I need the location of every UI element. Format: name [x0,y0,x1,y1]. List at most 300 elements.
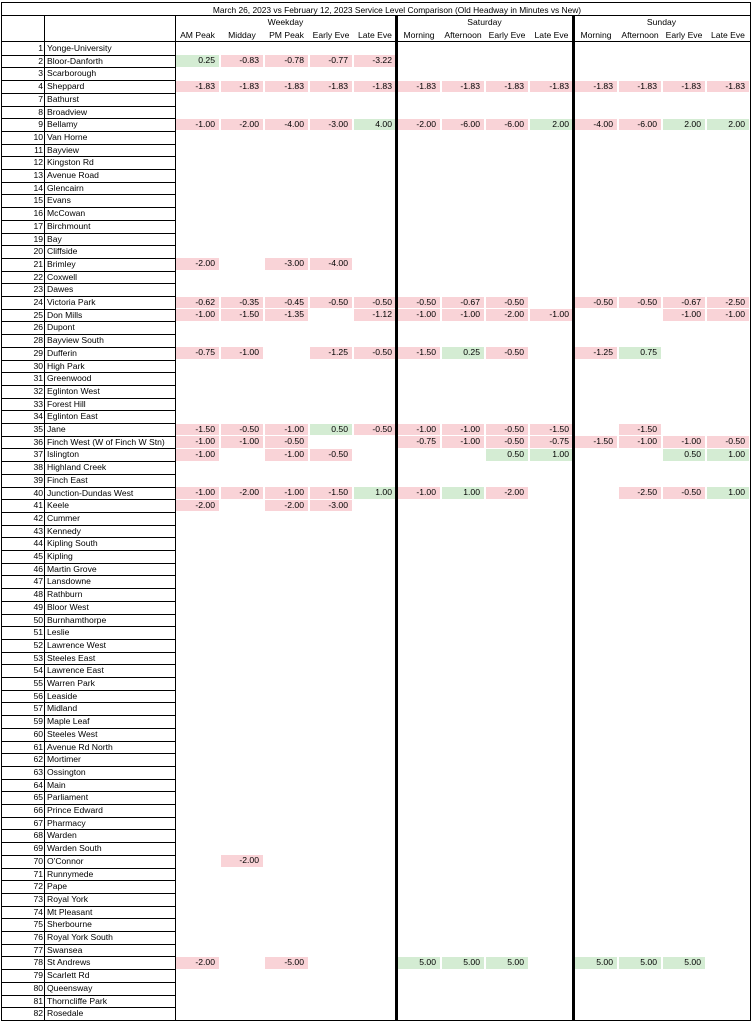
gridline [1,614,175,615]
gridline [1,347,175,348]
increase-cell: 5.00 [442,957,484,969]
decrease-cell: -0.50 [398,297,440,309]
decrease-cell: -1.83 [354,81,396,93]
decrease-cell: -3.22 [354,55,396,67]
increase-cell: 1.00 [442,487,484,499]
route-name: Evans [47,195,71,206]
route-name: Avenue Road [47,170,99,180]
decrease-cell: -1.00 [265,424,308,436]
decrease-cell: -5.00 [265,957,308,969]
gridline [1,118,175,119]
gridline [1,829,175,830]
route-name: Maple Leaf [47,716,90,727]
route-number: 46 [33,563,43,574]
gridline [1,753,175,754]
gridline [1,334,175,335]
route-name: Leslie [47,627,70,638]
decrease-cell: -1.00 [265,487,308,499]
gridline [1,931,175,932]
route-name: Keele [47,500,69,511]
route-number: 41 [33,500,43,511]
route-number: 78 [33,957,43,968]
gridline [1,677,175,678]
route-name: Lawrence East [47,665,104,676]
increase-cell: 0.25 [176,55,219,67]
gridline [1,868,175,869]
route-name: Mt Pleasant [47,906,93,917]
gridline [1,296,175,297]
gridline [1,258,175,259]
route-name: Steeles East [47,652,96,663]
route-name: Scarlett Rd [47,970,90,981]
gridline [1,1007,175,1008]
route-name: Mortimer [47,754,81,765]
decrease-cell: -6.00 [486,119,528,131]
group-divider [572,15,575,1020]
increase-cell: 5.00 [663,957,705,969]
route-number: 62 [33,754,43,765]
route-number: 24 [33,297,43,307]
gridline [1,639,175,640]
route-number: 67 [33,817,43,828]
route-name: Kipling [47,551,73,561]
route-number: 55 [33,678,43,688]
decrease-cell: -4.00 [575,119,617,131]
gridline [1,537,175,538]
route-number: 10 [33,131,43,142]
gridline [1,817,175,818]
route-number: 1 [38,43,43,53]
route-name: Bay [47,233,62,244]
decrease-cell: -2.00 [398,119,440,131]
gridline [1,982,175,983]
route-number: 11 [34,144,43,155]
route-name: Royal York South [47,932,113,942]
gridline [1,423,175,424]
gridline [1,410,175,411]
decrease-cell: -2.00 [221,855,263,867]
decrease-cell: -0.83 [221,55,263,67]
column-header: Morning [403,30,435,40]
gridline [1,156,175,157]
gridline [1,956,175,957]
route-number: 69 [33,843,43,854]
route-name: Bellamy [47,119,78,130]
increase-cell: 0.75 [619,347,661,359]
route-name: Lansdowne [47,576,91,587]
increase-cell: 1.00 [707,449,749,461]
route-number: 47 [33,576,43,587]
decrease-cell: -1.83 [530,81,573,93]
gridline [1,588,175,589]
decrease-cell: -2.00 [221,119,263,131]
gridline [1,690,175,691]
route-name: Cliffside [47,246,78,257]
decrease-cell: -1.00 [663,309,705,321]
decrease-cell: -1.00 [221,347,263,359]
increase-cell: 1.00 [707,487,749,499]
gridline [1,715,175,716]
route-name: Bathurst [47,93,80,104]
route-number: 51 [33,627,43,638]
decrease-cell: -0.50 [663,487,705,499]
gridline [1,80,175,81]
gridline [1,995,175,996]
gridline [1,461,175,462]
route-number: 14 [33,182,43,193]
route-number: 77 [33,944,43,955]
route-number: 31 [33,373,43,384]
decrease-cell: -1.83 [176,81,219,93]
gridline [1,207,175,208]
gridline [1,436,175,437]
gridline [1,652,175,653]
gridline [1,169,175,170]
gridline [1,106,175,107]
column-header: AM Peak [180,30,215,40]
gridline [1,626,175,627]
route-number: 53 [33,652,43,663]
gridline [1,283,175,284]
decrease-cell: -1.00 [176,449,219,461]
gridline [1,360,175,361]
route-number: 34 [33,411,43,422]
route-number: 54 [33,665,43,676]
gridline [1,944,175,945]
column-header: Late Eve [711,30,745,40]
decrease-cell: -1.35 [265,309,308,321]
gridline [1,182,175,183]
decrease-cell: -1.50 [575,436,617,448]
decrease-cell: -1.83 [619,81,661,93]
decrease-cell: -0.50 [354,297,396,309]
decrease-cell: -1.25 [575,347,617,359]
decrease-cell: -1.00 [265,449,308,461]
decrease-cell: -0.50 [310,449,352,461]
route-number: 75 [33,919,43,930]
route-name: Ossington [47,766,86,777]
group-divider [395,15,398,1020]
group-header-sunday: Sunday [646,17,677,27]
route-number: 40 [33,487,43,498]
route-name: Rathburn [47,589,83,600]
route-name: Highland Creek [47,462,107,473]
table-border [1,2,751,3]
decrease-cell: -2.00 [221,487,263,499]
gridline [1,728,175,729]
decrease-cell: -1.00 [176,309,219,321]
route-name: Royal York [47,893,89,904]
column-header: Morning [580,30,612,40]
route-number: 29 [33,347,43,358]
gridline [1,791,175,792]
gridline [1,474,175,475]
route-name: Sherbourne [47,919,92,930]
decrease-cell: -0.50 [486,436,528,448]
decrease-cell: -0.50 [354,347,396,359]
gridline [1,969,175,970]
route-number: 37 [33,449,43,460]
route-number: 74 [33,906,43,917]
increase-cell: 5.00 [398,957,440,969]
route-name: Victoria Park [47,297,96,307]
route-number: 57 [33,703,43,714]
route-number: 30 [33,360,43,371]
route-number: 44 [33,538,43,549]
route-name: Van Horne [47,131,88,142]
increase-cell: 0.50 [486,449,528,461]
decrease-cell: -1.50 [310,487,352,499]
route-number: 36 [33,436,43,447]
decrease-cell: -0.78 [265,55,308,67]
decrease-cell: -1.83 [575,81,617,93]
decrease-cell: -1.00 [707,309,749,321]
route-number: 17 [33,220,43,231]
route-name: Bayview [47,144,79,155]
gridline [1,842,175,843]
route-name: Thorncliffe Park [47,995,108,1006]
route-number: 61 [33,741,43,752]
route-name: Birchmount [47,220,91,231]
decrease-cell: -0.50 [619,297,661,309]
decrease-cell: -1.00 [398,487,440,499]
gridline [1,512,175,513]
route-name: Glencairn [47,182,84,193]
decrease-cell: -3.00 [310,119,352,131]
route-number: 45 [33,551,43,561]
route-number: 20 [33,246,43,257]
route-number: 26 [33,322,43,333]
decrease-cell: -1.83 [265,81,308,93]
decrease-cell: -6.00 [619,119,661,131]
table-border [1,1020,751,1021]
decrease-cell: -1.50 [221,309,263,321]
increase-cell: 5.00 [486,957,528,969]
decrease-cell: -0.50 [354,424,396,436]
gridline [1,779,175,780]
route-number: 19 [33,233,43,244]
gridline [1,550,175,551]
column-header: PM Peak [269,30,304,40]
route-number: 23 [33,284,43,295]
increase-cell: 1.00 [354,487,396,499]
route-number: 9 [38,119,43,130]
route-name: Dawes [47,284,74,295]
group-header-saturday: Saturday [467,17,502,27]
decrease-cell: -2.00 [265,500,308,512]
decrease-cell: -0.35 [221,297,263,309]
column-header: Early Eve [488,30,526,40]
route-name: Prince Edward [47,805,103,815]
route-name: Parliament [47,792,89,803]
decrease-cell: -1.00 [176,436,219,448]
route-name: Kipling South [47,538,98,549]
decrease-cell: -1.83 [221,81,263,93]
gridline [1,918,175,919]
route-number: 66 [33,805,43,815]
decrease-cell: -2.00 [176,258,219,270]
route-number: 48 [33,589,43,600]
route-name: Pape [47,881,68,892]
decrease-cell: -0.75 [398,436,440,448]
increase-cell: 5.00 [619,957,661,969]
decrease-cell: -0.50 [265,436,308,448]
route-name: Finch West (W of Finch W Stn) [47,436,165,447]
route-name: Broadview [47,106,88,117]
gridline [1,41,751,42]
route-number: 79 [33,970,43,981]
decrease-cell: -1.00 [398,309,440,321]
decrease-cell: -0.50 [486,297,528,309]
gridline [1,194,175,195]
decrease-cell: -1.00 [442,309,484,321]
route-number: 39 [33,474,43,485]
decrease-cell: -0.62 [176,297,219,309]
decrease-cell: -2.00 [176,500,219,512]
route-name: Bloor-Danforth [47,55,103,66]
gridline [1,804,175,805]
gridline [1,525,175,526]
gridline [1,93,175,94]
decrease-cell: -0.67 [663,297,705,309]
decrease-cell: -1.83 [310,81,352,93]
route-name: Sheppard [47,81,85,92]
gridline [1,55,175,56]
route-name: Finch East [47,474,88,485]
route-name: Warden South [47,843,102,854]
route-number: 52 [33,639,43,650]
page-title: March 26, 2023 vs February 12, 2023 Service Level Comparison (Old Headway in Minutes vs New) [212,5,582,15]
route-name: McCowan [47,208,86,219]
gridline [1,385,175,386]
column-header: Late Eve [358,30,392,40]
route-name: Dufferin [47,347,77,358]
decrease-cell: -1.00 [619,436,661,448]
gridline [1,245,175,246]
gridline [1,271,175,272]
column-header: Late Eve [534,30,569,40]
gridline [1,741,175,742]
gridline [1,131,175,132]
route-number: 3 [38,68,43,79]
decrease-cell: -1.83 [486,81,528,93]
gridline [1,893,175,894]
increase-cell: 5.00 [575,957,617,969]
route-name: Avenue Rd North [47,741,113,752]
decrease-cell: -0.50 [575,297,617,309]
decrease-cell: -1.00 [442,424,484,436]
route-name: Martin Grove [47,563,97,574]
route-number: 80 [33,982,43,993]
gridline [1,15,751,16]
route-name: Islington [47,449,80,460]
route-number: 60 [33,728,43,739]
gridline [1,144,175,145]
increase-cell: 0.25 [442,347,484,359]
gridline [1,664,175,665]
route-number: 42 [33,512,43,523]
route-name: Warden [47,830,77,841]
route-name: Bloor West [47,601,89,612]
decrease-cell: -1.00 [530,309,573,321]
gridline [1,575,175,576]
decrease-cell: -2.50 [619,487,661,499]
decrease-cell: -1.50 [398,347,440,359]
decrease-cell: -1.50 [530,424,573,436]
gridline [1,855,175,856]
route-number: 28 [33,335,43,346]
route-name: Don Mills [47,309,83,320]
gridline [1,906,175,907]
decrease-cell: -0.50 [486,424,528,436]
decrease-cell: -0.77 [310,55,352,67]
column-header: Early Eve [312,30,350,40]
gridline [175,15,176,1020]
route-number: 22 [33,271,43,282]
route-number: 16 [33,208,43,219]
decrease-cell: -0.50 [221,424,263,436]
route-number: 7 [38,93,43,104]
route-number: 81 [33,995,43,1006]
group-header-weekday: Weekday [267,17,304,27]
route-number: 8 [38,106,43,117]
decrease-cell: -4.00 [310,258,352,270]
gridline [1,309,175,310]
decrease-cell: -2.00 [486,487,528,499]
route-name: Rosedale [47,1008,84,1019]
gridline [44,15,45,1020]
gridline [1,321,175,322]
decrease-cell: -0.50 [486,347,528,359]
decrease-cell: -1.00 [442,436,484,448]
route-number: 65 [33,792,43,803]
decrease-cell: -1.83 [442,81,484,93]
increase-cell: 0.50 [663,449,705,461]
decrease-cell: -3.00 [265,258,308,270]
gridline [1,487,175,488]
column-header: Afternoon [621,30,659,40]
decrease-cell: -0.45 [265,297,308,309]
increase-cell: 0.50 [310,424,352,436]
route-name: Eglinton West [47,385,100,396]
route-name: St Andrews [47,957,91,968]
gridline [1,766,175,767]
decrease-cell: -1.50 [176,424,219,436]
gridline [1,398,175,399]
route-number: 2 [38,55,43,66]
increase-cell: 2.00 [707,119,749,131]
decrease-cell: -0.75 [176,347,219,359]
route-name: Steeles West [47,728,98,739]
route-name: Burnhamthorpe [47,614,107,625]
route-name: Bayview South [47,335,104,346]
gridline [1,67,175,68]
column-header: Afternoon [444,30,482,40]
route-name: Swansea [47,944,83,955]
route-number: 4 [38,81,43,92]
route-name: Coxwell [47,271,78,282]
route-name: Forest Hill [47,398,86,409]
route-number: 32 [33,385,43,396]
increase-cell: 2.00 [663,119,705,131]
decrease-cell: -1.25 [310,347,352,359]
route-number: 82 [33,1008,43,1019]
route-name: High Park [47,360,85,371]
route-name: Eglinton East [47,411,98,422]
route-number: 35 [33,424,43,434]
route-number: 25 [33,309,43,320]
gridline [1,563,175,564]
